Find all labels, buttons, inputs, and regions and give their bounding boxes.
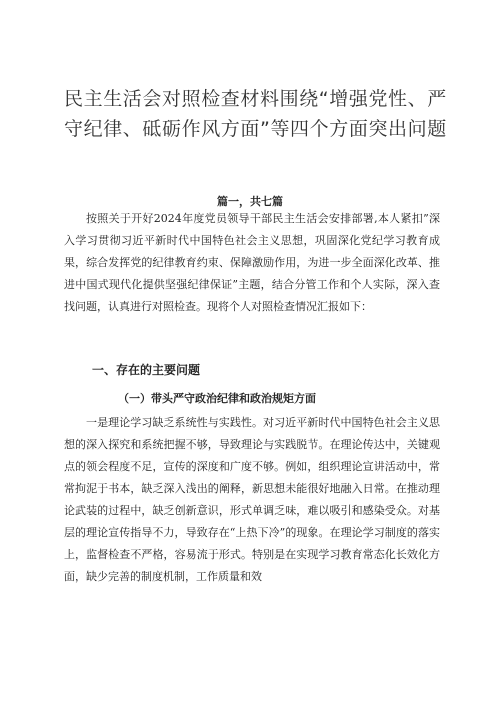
document-subtitle: 篇一，共七篇	[217, 195, 283, 208]
subsection-heading: （一）带头严守政治纪律和政治规矩方面	[118, 392, 316, 405]
body-paragraph: 一是理论学习缺乏系统性与实践性。对习近平新时代中国特色社会主义思想的深入探究和系统把握不够，导致理论与实践脱节。在理论传达中，关键观点的领会程度不足，宣传的深度和广度不够。例如，组织理论宣讲活动中，常常拘泥于书本，缺乏深入浅出的阐释，新思想未能很好地融入日常。在推动理论武装的过程中，缺乏创新意识，形式单调乏味，难以吸引和感染受众。对基层的理论宣传指导不力，导致存在“上热下冷”的现象。在理论学习制度的落实上，监督检查不严格，容易流于形式。特别是在实现学习教育常态化长效化方面，缺少完善的制度机制，工作质量和效	[64, 416, 440, 583]
intro-paragraph: 按照关于开好2024年度党员领导干部民主生活会安排部署,本人紧扣”深入学习贯彻习近平新时代中国特色社会主义思想，巩固深化党纪学习教育成果，综合发挥党的纪律教育约束、保障激励作用，为进一步全面深化改革、推进中国式现代化提供坚强纪律保证”主题，结合分管工作和个人实际，深入查找问题，认真进行对照检查。现将个人对照检查情况汇报如下：	[64, 212, 440, 313]
document-title: 民主生活会对照检查材料围绕“增强党性、严守纪律、砥砺作风方面”等四个方面突出问题	[64, 88, 447, 140]
section-heading: 一、存在的主要问题	[92, 363, 201, 377]
